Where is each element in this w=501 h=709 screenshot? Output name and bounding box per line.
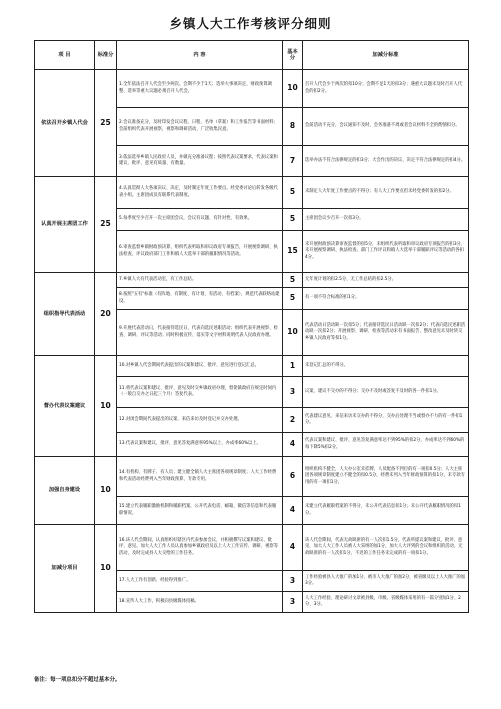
table-row <box>35 177 469 209</box>
row-criteria: 组织机构不健全，人大办公室未挂牌，人员配备不到位的有一项扣0.5分；人大主席团各项规章制度建立不健全的扣0.5分，经费未列入当年财政预算的扣1分，未专款专用的有一项扣1分。 <box>303 457 469 497</box>
row-content: 6.审查监督乡镇财政预决算，组织代表听取和审议政府专项报告，开展视察调研、执法检查、评议政府部门工作和镇人大选举干部的履职情况等活动。 <box>117 231 283 273</box>
table-row <box>35 70 469 108</box>
row-criteria: 工作经验被县人大推广的加1分，被市人大推广的加2分，被省级及以上人大推广的加3分。 <box>303 571 469 592</box>
header-base: 基本分 <box>283 41 303 70</box>
row-criteria: 会前活动不充分，会议通知不及时，会务准备不周或者会议材料不全的酌情扣分。 <box>303 108 469 146</box>
row-criteria: 人大工作经验、理论研讨文章被县级、市级、省级媒体采用的有一篇分别加1分、2分、3分。 <box>303 592 469 613</box>
table-row <box>35 457 469 497</box>
header-standard: 标准分 <box>95 41 117 70</box>
row-base-score: 2 <box>283 408 303 433</box>
row-base-score: 5 <box>283 273 303 288</box>
group-name: 依法召开乡镇人代会 <box>35 70 95 177</box>
row-content: 9.开展代表活动日，代表接待选民日，代表向选民述职活动；组织代表开展视察、检查、调研、评议等活动；同时积极宣传、落实等文字材料说明代表人民政府办理。 <box>117 310 283 356</box>
footnote: 备注：每一项总扣分不超过基本分。 <box>34 677 121 683</box>
row-base-score: 1 <box>283 356 303 377</box>
row-criteria: 有一项不符合标准的扣1分。 <box>303 288 469 310</box>
table-row <box>35 525 469 571</box>
group-name: 认真开展主席团工作 <box>35 177 95 273</box>
header-project: 项 目 <box>35 41 95 70</box>
row-content: 10.对乡镇人代会期间代表提出的议案和建议、批评、意见进行登记汇总。 <box>117 356 283 377</box>
group-name: 督办代表议案建议 <box>35 356 95 457</box>
group-score: 10 <box>95 457 117 525</box>
row-base-score: 5 <box>283 209 303 231</box>
row-content: 2.会议准备充分，及时印发会议议程、日程、名单（草案）和工作报告等书面材料；会前组织代表开展视察，视察和调研活动，广泛收集民意。 <box>117 108 283 146</box>
group-score: 20 <box>95 273 117 356</box>
row-content: 1.全年依法召开人代会至少两次。会期不少于1天；选举大事项决定、财政预算调整、选举等重大议题必须召开人代会。 <box>117 70 283 108</box>
group-name: 加强自身建设 <box>35 457 95 525</box>
row-base-score: 4 <box>283 525 303 571</box>
row-base-score: 3 <box>283 571 303 592</box>
row-content: 11.将代表议案和建议、批评、意见及时交乡镇政府办理，督促镇政府在规定时间内（一般自交办之日起三个月）答复代表。 <box>117 377 283 408</box>
row-content: 18.宣传人大工作，积极向县级媒体投稿。 <box>117 592 283 613</box>
row-base-score: 15 <box>283 231 303 273</box>
page-title: 乡镇人大工作考核评分细则 <box>169 16 332 31</box>
row-criteria: 未建立代表履职档案的不得分，未公开代表信息扣1分；未公开代表履职情况的扣1分。 <box>303 497 469 525</box>
group-score: 25 <box>95 177 117 273</box>
score-table <box>34 40 469 613</box>
row-criteria: 无年度计划的扣2.5分，无工作总结的扣2.5分。 <box>303 273 469 288</box>
row-criteria: 选举办法不符合法律规定的扣3分；大会作出的决议、决定不符合法律规定的扣4分。 <box>303 146 469 177</box>
row-content: 14.有机构、有牌子、有人员；建立健全镇人大主席团各项规章制度；人大工作经费和代表活动经费列入当年财政预算，专款专用。 <box>117 457 283 497</box>
row-base-score: 6 <box>283 457 303 497</box>
row-criteria: 该人代会期间，代表无故缺席的有一人次扣1.5分，代表所提议案和建议、批评、意见，加大人大工作人员被人大采纳的加1分，加大人大评到的会议和组织的活动，无故缺席的有一人次扣1分，不迟的工作任务未完成的有一项扣1分。 <box>303 525 469 571</box>
row-base-score: 5 <box>283 288 303 310</box>
row-base-score: 3 <box>283 377 303 408</box>
row-content: 3.依法选举乡镇人民政府人员，并做充分准备议程；按照代表议案要求，代表议案和建议、批评、意见有质量、有数量。 <box>117 146 283 177</box>
row-content: 5.每季度至少召开一次主席团会议，会议有议题、有针对性、有效果。 <box>117 209 283 231</box>
header-content: 内 容 <box>117 41 283 70</box>
row-criteria: 主席团会议少召开一次扣3分。 <box>303 209 469 231</box>
row-criteria: 召开人代会少于两次的扣10分；会期不足1天的扣3分；遇重大议题未及时召开人代会的扣2分。 <box>303 70 469 108</box>
row-base-score: 4 <box>283 497 303 525</box>
table-header-row <box>35 41 469 70</box>
header-criteria: 加减分标准 <box>303 41 469 70</box>
group-score: 10 <box>95 525 117 613</box>
row-criteria: 未制定人大年度工作要点的不得分；有人大工作要点但未经党委转发的扣2分。 <box>303 177 469 209</box>
row-base-score: 4 <box>283 433 303 457</box>
row-base-score: 3 <box>283 592 303 613</box>
row-criteria: 未登记汇总的不得分。 <box>303 356 469 377</box>
group-score: 25 <box>95 70 117 177</box>
group-name: 加减分项目 <box>35 525 95 613</box>
row-base-score: 10 <box>283 310 303 356</box>
row-base-score: 5 <box>283 177 303 209</box>
row-content: 4.认真贯彻人大各项决议、决定，及时制定年度工作要点。经党委讨论后转发各级代表小组。主席团成员有联系代表制度。 <box>117 177 283 209</box>
row-content: 13.代表议案和建议、批评、意见答复满意率95%以上，办成率60%以上。 <box>117 433 283 457</box>
row-content: 8.按照"五有"标准（有阵地、有制度、有计划、有活动、有档案），规范代表联络站建设。 <box>117 288 283 310</box>
row-criteria: 代表建议意见、来信来访未交办的不得分，交办后处理不当或督办不力的有一件扣1分。 <box>303 408 469 433</box>
group-name: 组织指导代表活动 <box>35 273 95 356</box>
row-base-score: 8 <box>283 108 303 146</box>
row-content: 17.人大工作有创新，经验得到推广。 <box>117 571 283 592</box>
table-row <box>35 273 469 288</box>
row-content: 16.该人代会期间，认真组织好辖区内代表参加会议，并积极撰写议案和建议、批评、意见。加大人大工作人员认真参加乡镇政府及以上人大工作宣传、调研、视察等活动，及时完成县人大交给的工作任务。 <box>117 525 283 571</box>
row-base-score: 10 <box>283 70 303 108</box>
row-criteria: 代表议案和建议、批评、意见答复满意率达不到95%的扣2分，办成率达不到60%的每下降5%扣2分。 <box>303 433 469 457</box>
row-criteria: 议案、建议不交办的不得分；交办不及时或答复不及时的各一件扣1分。 <box>303 377 469 408</box>
row-content: 12.对闭会期间代表提出的议案、来信来访及时登记并交办处理。 <box>117 408 283 433</box>
row-criteria: 代表活动日活动缺一次扣5分；代表接待选民日活动缺一次扣2分；代表向选民述职活动缺一次扣2分；开展视察、调研、检查等活动未有书面报告，整改意见未及时转交乡镇人民政府等扣1分。 <box>303 310 469 356</box>
group-score: 10 <box>95 356 117 457</box>
row-content: 15.建立代表履职激励机制和履职档案，公开代表电话、邮箱、微信等信息和代表履职情况。 <box>117 497 283 525</box>
table-row <box>35 356 469 377</box>
row-criteria: 未开展财政预决算审查监督的扣5分，未组织代表听取和审议政府专项报告的扣3分，未开展视察调研、执法检查、部门工作评议和镇人大选举干部履职评议等活动的各扣4分。 <box>303 231 469 273</box>
row-base-score: 7 <box>283 146 303 177</box>
row-content: 7.乡镇人大有代表活动室，有工作总结。 <box>117 273 283 288</box>
